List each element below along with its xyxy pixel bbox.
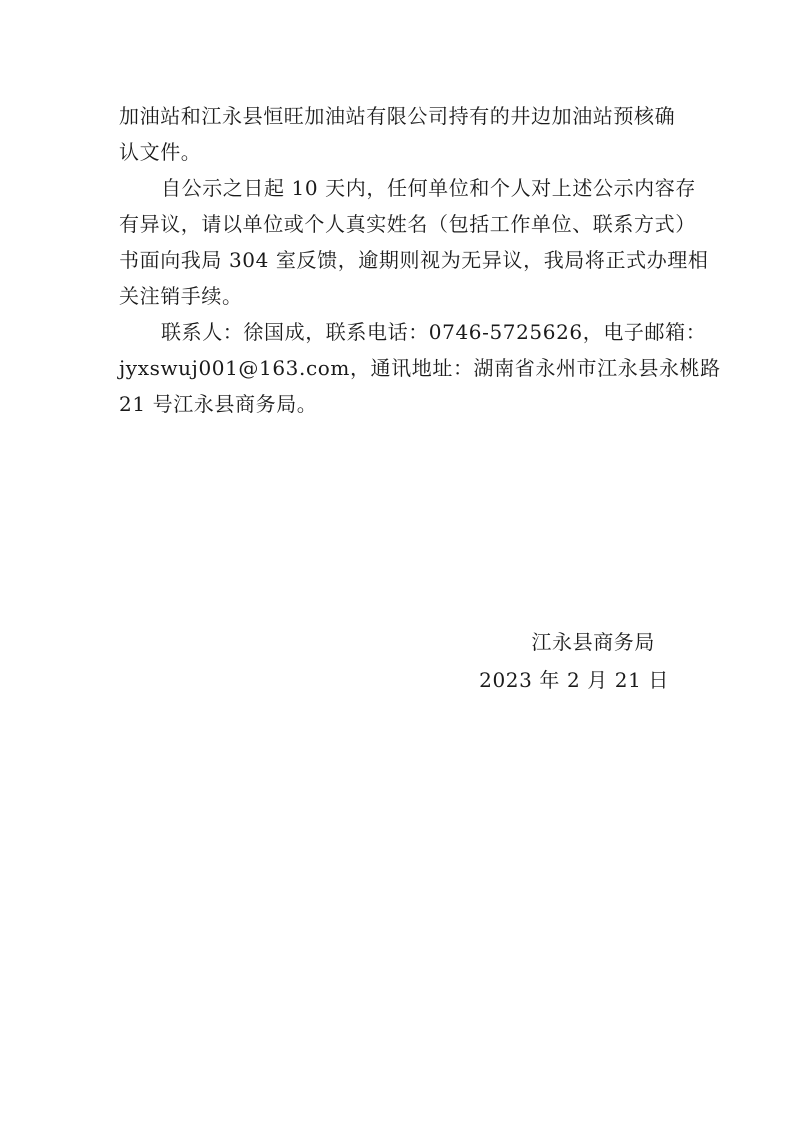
text-line: 加油站和江永县恒旺加油站有限公司持有的井边加油站预核确 bbox=[119, 104, 676, 128]
paragraph-objection-period bbox=[119, 170, 709, 314]
text-line: 自公示之日起 10 天内，任何单位和个人对上述公示内容存 bbox=[161, 176, 696, 200]
signature-block bbox=[479, 623, 669, 699]
text-line: 21 号江永县商务局。 bbox=[119, 392, 318, 416]
text-line: 认文件。 bbox=[119, 140, 202, 164]
text-line: 关注销手续。 bbox=[119, 284, 243, 308]
text-line: jyxswuj001@163.com，通讯地址：湖南省永州市江永县永桃路 bbox=[119, 356, 721, 380]
paragraph-contact-info bbox=[119, 314, 721, 422]
text-line: 联系人：徐国成，联系电话：0746-5725626，电子邮箱： bbox=[161, 320, 707, 344]
text-line: 书面向我局 304 室反馈，逾期则视为无异议，我局将正式办理相 bbox=[119, 248, 709, 272]
issuing-organization: 江永县商务局 bbox=[531, 630, 655, 654]
document-body bbox=[119, 98, 721, 422]
text-line: 有异议，请以单位或个人真实姓名（包括工作单位、联系方式） bbox=[119, 212, 696, 236]
paragraph-continuation bbox=[119, 98, 679, 170]
issue-date: 2023 年 2 月 21 日 bbox=[479, 668, 669, 692]
